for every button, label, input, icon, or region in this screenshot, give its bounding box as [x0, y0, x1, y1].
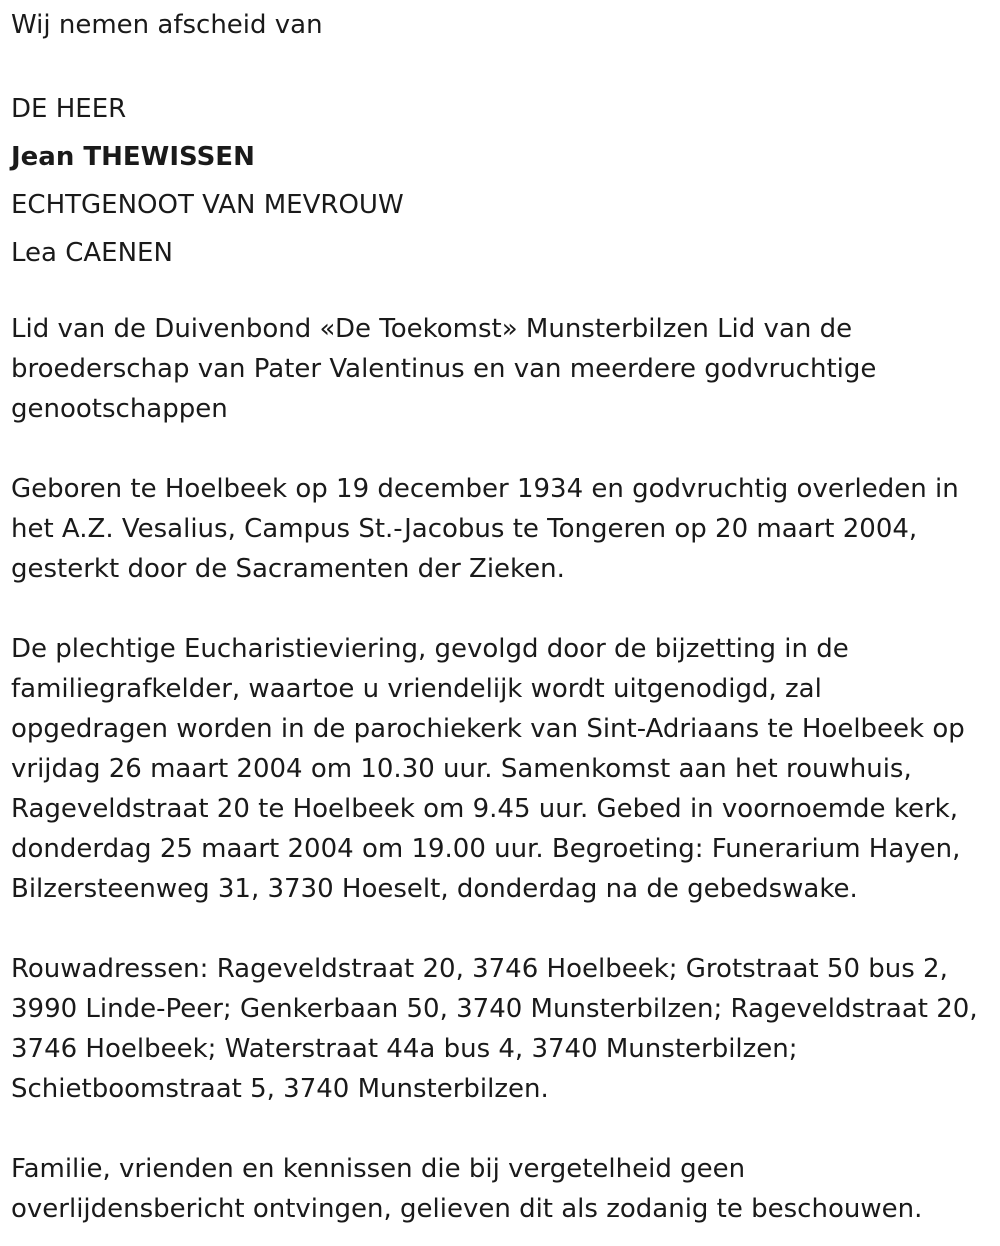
ceremony-paragraph	[11, 629, 991, 909]
membership-line: Lid van de Duivenbond «De Toekomst» Munsterbilzen Lid van de	[11, 314, 853, 344]
deceased-title: DE HEER	[11, 94, 127, 124]
birth-death-line: het A.Z. Vesalius, Campus St.-Jacobus te Tongeren op 20 maart 2004,	[11, 514, 918, 544]
closing-paragraph	[11, 1149, 991, 1229]
membership-line: genootschappen	[11, 394, 228, 424]
ceremony-line: vrijdag 26 maart 2004 om 10.30 uur. Samenkomst aan het rouwhuis,	[11, 754, 912, 784]
address-line: 3746 Hoelbeek; Waterstraat 44a bus 4, 3740 Munsterbilzen;	[11, 1034, 798, 1064]
deceased-block	[11, 85, 991, 277]
deceased-name: Jean THEWISSEN	[11, 142, 255, 172]
membership-paragraph	[11, 309, 991, 429]
birth-death-paragraph	[11, 469, 991, 589]
birth-death-line: Geboren te Hoelbeek op 19 december 1934 en godvruchtig overleden in	[11, 474, 959, 504]
relation-text: ECHTGENOOT VAN MEVROUW	[11, 190, 404, 220]
spouse-name: Lea CAENEN	[11, 238, 173, 268]
ceremony-line: De plechtige Eucharistieviering, gevolgd door de bijzetting in de	[11, 634, 849, 664]
birth-death-line: gesterkt door de Sacramenten der Zieken.	[11, 554, 565, 584]
ceremony-line: Rageveldstraat 20 te Hoelbeek om 9.45 uur. Gebed in voornoemde kerk,	[11, 794, 958, 824]
address-line: Rouwadressen: Rageveldstraat 20, 3746 Hoelbeek; Grotstraat 50 bus 2,	[11, 954, 948, 984]
address-line: 3990 Linde-Peer; Genkerbaan 50, 3740 Munsterbilzen; Rageveldstraat 20,	[11, 994, 978, 1024]
intro-text: Wij nemen afscheid van	[11, 10, 323, 40]
ceremony-line: donderdag 25 maart 2004 om 19.00 uur. Begroeting: Funerarium Hayen,	[11, 834, 961, 864]
obituary-document	[11, 0, 991, 1229]
ceremony-line: Bilzersteenweg 31, 3730 Hoeselt, donderdag na de gebedswake.	[11, 874, 858, 904]
closing-line: Familie, vrienden en kennissen die bij vergetelheid geen	[11, 1154, 746, 1184]
addresses-paragraph	[11, 949, 991, 1109]
ceremony-line: familiegrafkelder, waartoe u vriendelijk wordt uitgenodigd, zal	[11, 674, 822, 704]
address-line: Schietboomstraat 5, 3740 Munsterbilzen.	[11, 1074, 549, 1104]
closing-line: overlijdensbericht ontvingen, gelieven dit als zodanig te beschouwen.	[11, 1194, 923, 1224]
membership-line: broederschap van Pater Valentinus en van meerdere godvruchtige	[11, 354, 877, 384]
ceremony-line: opgedragen worden in de parochiekerk van Sint-Adriaans te Hoelbeek op	[11, 714, 965, 744]
